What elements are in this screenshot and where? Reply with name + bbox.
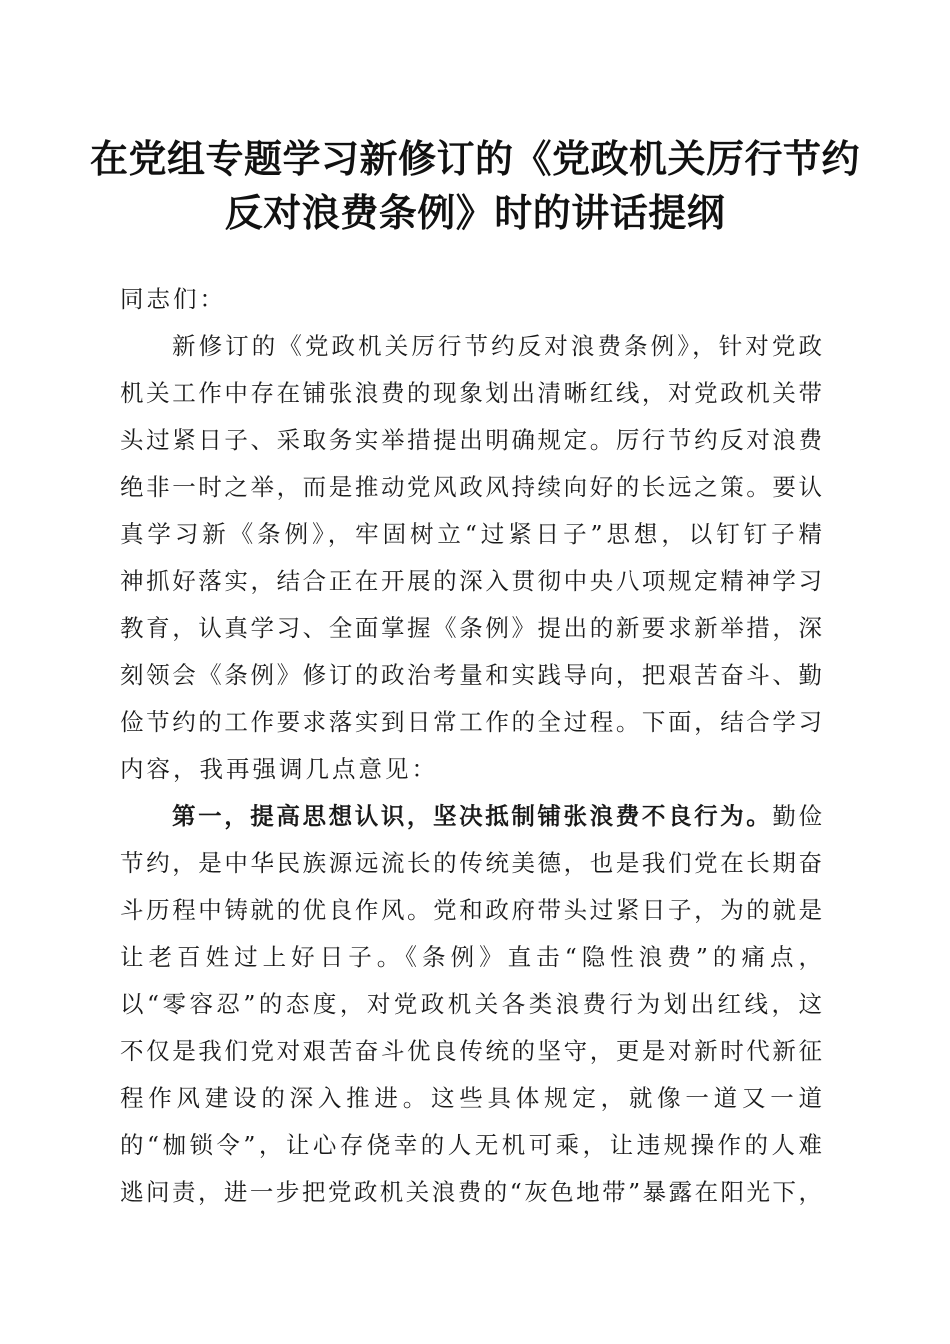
paragraph-1-line: 俭节约的工作要求落实到日常工作的全过程。下面，结合学习 bbox=[120, 708, 822, 736]
paragraph-2-line: 让老百姓过上好日子。《条例》直击“隐性浪费”的痛点， bbox=[120, 943, 822, 971]
paragraph-2-heading: 第一，提高思想认识，坚决抵制铺张浪费不良行为。 bbox=[172, 802, 773, 830]
paragraph-2-line: 斗历程中铸就的优良作风。党和政府带头过紧日子，为的就是 bbox=[120, 896, 822, 924]
paragraph-1-line: 绝非一时之举，而是推动党风政风持续向好的长远之策。要认 bbox=[120, 473, 822, 501]
paragraph-1-line: 教育，认真学习、全面掌握《条例》提出的新要求新举措，深 bbox=[120, 614, 822, 642]
document-title bbox=[80, 132, 870, 240]
paragraph-1-line: 机关工作中存在铺张浪费的现象划出清晰红线，对党政机关带 bbox=[120, 379, 822, 407]
paragraph-1-line: 刻领会《条例》修订的政治考量和实践导向，把艰苦奋斗、勤 bbox=[120, 661, 822, 689]
paragraph-2-line: 程作风建设的深入推进。这些具体规定，就像一道又一道 bbox=[120, 1084, 822, 1112]
paragraph-2-first-rest: 勤俭 bbox=[772, 802, 823, 830]
paragraph-1-line: 新修订的《党政机关厉行节约反对浪费条例》，针对党政 bbox=[172, 332, 822, 360]
salutation: 同志们： bbox=[120, 285, 226, 313]
title-line-1: 在党组专题学习新修订的《党政机关厉行节约 bbox=[89, 137, 860, 181]
paragraph-2-first-line bbox=[120, 793, 822, 840]
document-body bbox=[120, 276, 822, 1216]
paragraph-1-line: 真学习新《条例》，牢固树立“过紧日子”思想，以钉钉子精 bbox=[120, 520, 822, 548]
paragraph-2-line: 节约，是中华民族源远流长的传统美德，也是我们党在长期奋 bbox=[120, 849, 822, 877]
paragraph-1-line: 内容，我再强调几点意见： bbox=[120, 755, 438, 783]
paragraph-2-line: 不仅是我们党对艰苦奋斗优良传统的坚守，更是对新时代新征 bbox=[120, 1037, 822, 1065]
paragraph-2-line: 的“枷锁令”，让心存侥幸的人无机可乘，让违规操作的人难 bbox=[120, 1131, 822, 1159]
paragraph-2-line: 以“零容忍”的态度，对党政机关各类浪费行为划出红线，这 bbox=[120, 990, 822, 1018]
paragraph-2-line: 逃问责，进一步把党政机关浪费的“灰色地带”暴露在阳光下， bbox=[120, 1178, 822, 1206]
paragraph-1-line: 神抓好落实，结合正在开展的深入贯彻中央八项规定精神学习 bbox=[120, 567, 822, 595]
paragraph-1-line: 头过紧日子、采取务实举措提出明确规定。厉行节约反对浪费 bbox=[120, 426, 822, 454]
title-line-2: 反对浪费条例》时的讲话提纲 bbox=[224, 191, 726, 235]
